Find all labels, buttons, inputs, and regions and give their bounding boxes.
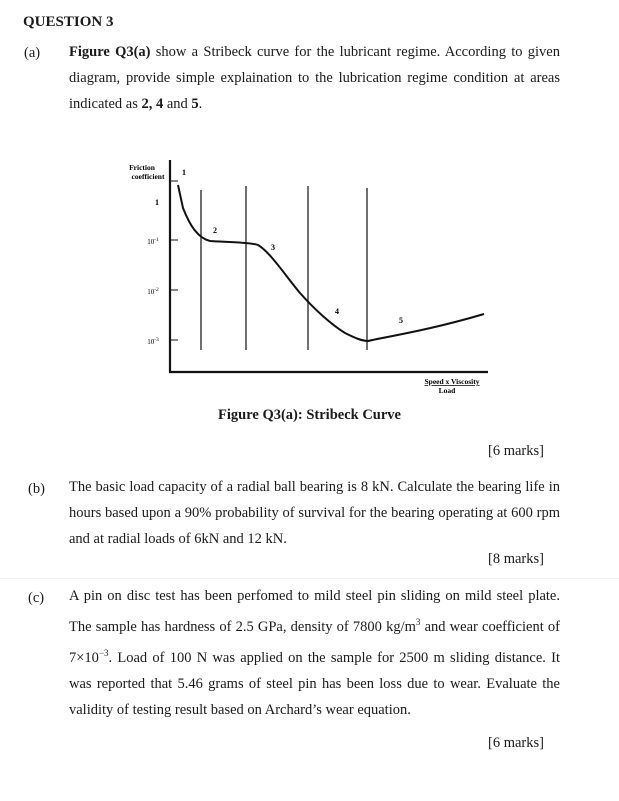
- section-divider: [0, 578, 619, 579]
- stribeck-curve-figure: [110, 150, 500, 400]
- tick-label-3: $10^{-2}$: [147, 287, 159, 296]
- region-label-2: 2: [213, 226, 217, 235]
- tick-label-1: 1: [155, 198, 159, 207]
- region-label-5: 5: [399, 316, 403, 325]
- part-a-text-2: and: [163, 96, 192, 112]
- tick-label-2: $10^{-1}$: [147, 237, 159, 246]
- part-c-text-2: and wear coefficient of 7×10: [69, 618, 560, 666]
- part-c-sup-2: −3: [98, 647, 109, 658]
- part-a-areas: 2, 4: [141, 96, 164, 112]
- part-c-text-1: A pin on disc test has been perfomed to mild steel pin sliding on mild steel plate. The sample has hardness of 2.5 GPa, density of 7800 kg/m: [69, 588, 560, 635]
- region-label-1: 1: [182, 168, 186, 177]
- y-axis-label-1: Friction: [129, 163, 155, 172]
- part-c-question: [69, 583, 560, 723]
- part-a-area-last: 5: [191, 96, 199, 112]
- part-c-label: (c): [28, 590, 45, 606]
- part-b-question: The basic load capacity of a radial ball bearing is 8 kN. Calculate the bearing life in hours based upon a 90% probability of survival for the bearing operating at 600 rpm and at radial loads of 6kN and 12 kN.: [69, 479, 560, 547]
- y-axis-label-2: coefficient: [131, 172, 165, 181]
- part-a-text-3: .: [198, 96, 203, 112]
- region-label-4: 4: [335, 307, 339, 316]
- part-a-text-1: show a Stribeck curve for the lubricant regime. According to given diagram, provide simple explaination to the lubrication regime condition at areas indicated as: [69, 44, 560, 112]
- part-a-marks: [6 marks]: [488, 443, 544, 459]
- question-title: QUESTION 3: [23, 14, 114, 30]
- stribeck-curve-line: [178, 185, 484, 341]
- part-b-label: (b): [28, 481, 45, 497]
- part-c-sup-1: 3: [415, 617, 421, 627]
- figure-reference: Figure Q3(a): [69, 44, 151, 60]
- figure-caption: Figure Q3(a): Stribeck Curve: [218, 407, 401, 423]
- part-a-question: [69, 39, 560, 117]
- part-c-marks: [6 marks]: [488, 735, 544, 751]
- tick-label-4: $10^{-3}$: [147, 337, 159, 346]
- part-a-label: (a): [24, 45, 41, 61]
- part-c-text-3: . Load of 100 N was applied on the sample for 2500 m sliding distance. It was reported that 5.46 grams of steel pin has been loss due to wear. Evaluate the validity of testing result based on Archard’s wear equation.: [69, 649, 560, 718]
- region-label-3: 3: [271, 243, 275, 252]
- part-b-marks: [8 marks]: [488, 551, 544, 567]
- x-axis-label-1: Speed x Viscosity: [424, 377, 480, 386]
- x-axis-label-2: Load: [438, 386, 456, 395]
